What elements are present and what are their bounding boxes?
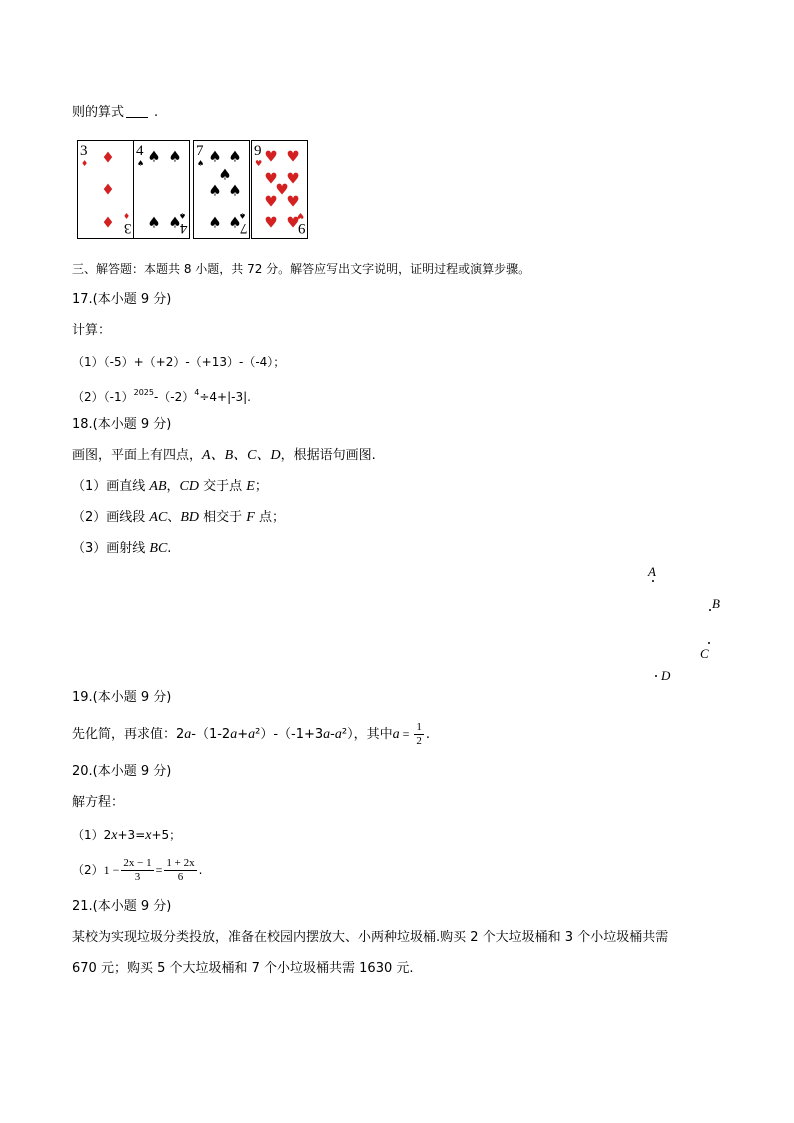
q18-item2-c: 、 bbox=[167, 510, 181, 525]
q19-text: -（1-2 bbox=[191, 727, 231, 742]
card-rank: 7 bbox=[196, 143, 204, 159]
heart-icon: ♥ bbox=[264, 169, 278, 188]
q18-item2-g: 点； bbox=[254, 510, 285, 525]
q20-item2 bbox=[72, 855, 202, 885]
spade-icon: ♠ bbox=[137, 159, 145, 168]
diamond-icon: ♦ bbox=[101, 180, 115, 199]
q18-item2-e: 相交于 bbox=[198, 510, 247, 525]
fraction-numerator: 1 + 2x bbox=[166, 857, 195, 869]
q18-item1-a: （1）画直线 bbox=[72, 479, 150, 494]
point-d[interactable] bbox=[655, 675, 657, 677]
equals-sign: = bbox=[399, 727, 413, 741]
q17-item1 bbox=[72, 353, 285, 371]
q21-line2 bbox=[72, 960, 414, 978]
q21-line2-text: 670 元；购买 5 个大垃圾桶和 7 个小垃圾桶共需 1630 元. bbox=[72, 961, 414, 976]
top-line-tail: . bbox=[154, 105, 159, 120]
heart-icon: ♥ bbox=[286, 147, 300, 166]
q19-text: + bbox=[237, 727, 249, 742]
point-c[interactable] bbox=[708, 642, 710, 644]
point-a-label: A bbox=[648, 564, 656, 579]
fraction-left bbox=[121, 857, 153, 884]
q18-intro bbox=[72, 447, 376, 465]
variable-a: a bbox=[392, 727, 400, 742]
heart-icon: ♥ bbox=[264, 147, 278, 166]
q19-text: 先化简，再求值：2 bbox=[72, 727, 185, 742]
q18-intro-a: 画图，平面上有四点， bbox=[72, 448, 203, 463]
q19-body bbox=[72, 721, 430, 748]
exponent: 4 bbox=[194, 388, 200, 397]
q18-intro-b: ，根据语句画图. bbox=[280, 448, 376, 463]
card-rank: 3 bbox=[80, 143, 88, 159]
heart-icon: ♥ bbox=[286, 213, 300, 232]
q17-item2-prefix: （2）（-1） bbox=[72, 390, 134, 404]
heart-icon: ♥ bbox=[264, 192, 278, 211]
variable-a: a bbox=[323, 727, 331, 742]
q18-intro-points: A、B、C、D bbox=[202, 448, 281, 463]
diamond-icon: ♦ bbox=[101, 148, 115, 167]
q17-intro-text: 计算： bbox=[72, 323, 112, 338]
variable-a: a bbox=[334, 727, 342, 742]
variable-x: x bbox=[111, 828, 118, 843]
line-label: AB bbox=[149, 479, 167, 494]
playing-cards-figure bbox=[77, 140, 310, 241]
card-rank-inverted: 7 bbox=[239, 220, 247, 236]
q17-header-text: 17.(本小题 9 分) bbox=[72, 292, 172, 307]
q20-item1 bbox=[72, 826, 181, 845]
variable-x: x bbox=[145, 828, 152, 843]
fraction-numerator: 2x − 1 bbox=[123, 857, 152, 869]
point-d-label: D bbox=[661, 668, 671, 683]
exponent: 2025 bbox=[133, 388, 154, 397]
section-heading-text: 三、解答题：本题共 8 小题，共 72 分。解答应写出文字说明，证明过程或演算步骤。 bbox=[72, 262, 531, 276]
diamond-icon: ♦ bbox=[101, 213, 115, 232]
spade-icon: ♠ bbox=[147, 147, 161, 166]
q20-item2-end: . bbox=[198, 863, 203, 877]
card-9-hearts bbox=[251, 140, 308, 239]
point-b-label: B bbox=[712, 596, 720, 611]
section-heading bbox=[72, 260, 530, 278]
spade-icon: ♠ bbox=[228, 181, 242, 200]
q19-text: ²）-（-1+3 bbox=[255, 727, 324, 742]
card-7-spades bbox=[193, 140, 250, 239]
q21-header bbox=[72, 898, 171, 916]
q17-item2-suffix: ÷4+|-3|. bbox=[199, 390, 251, 404]
variable-a: a bbox=[184, 727, 192, 742]
spade-icon: ♠ bbox=[197, 159, 205, 168]
card-4-spades bbox=[133, 140, 190, 239]
q19-text: ²），其中 bbox=[341, 727, 393, 742]
equals-sign: = bbox=[155, 863, 163, 877]
q21-line1-text: 某校为实现垃圾分类投放，准备在校园内摆放大、小两种垃圾桶.购买 2 个大垃圾桶和 3 个小垃圾桶共需 bbox=[72, 930, 669, 945]
q20-item1-c: +5； bbox=[151, 828, 182, 842]
point-a[interactable] bbox=[652, 580, 654, 582]
card-rank: 4 bbox=[136, 143, 144, 159]
q17-header bbox=[72, 291, 171, 309]
spade-icon: ♠ bbox=[228, 147, 242, 166]
point-c-label: C bbox=[700, 646, 709, 661]
q19-end: . bbox=[425, 727, 430, 742]
answer-blank[interactable] bbox=[126, 105, 148, 118]
q20-item1-b: +3= bbox=[117, 828, 146, 842]
spade-icon: ♠ bbox=[218, 165, 232, 184]
q18-item3 bbox=[72, 540, 171, 558]
q18-item1-c: ， bbox=[166, 479, 180, 494]
q20-item2-one: 1 − bbox=[103, 863, 120, 877]
fraction-right bbox=[164, 857, 196, 884]
heart-icon: ♥ bbox=[286, 192, 300, 211]
spade-icon: ♠ bbox=[208, 213, 222, 232]
fraction-denominator: 2 bbox=[416, 735, 422, 747]
heart-icon: ♥ bbox=[275, 180, 289, 199]
card-rank-inverted: 3 bbox=[123, 220, 131, 236]
q19-header bbox=[72, 689, 171, 707]
q20-item1-a: （1）2 bbox=[72, 828, 112, 842]
q18-item2-a: （2）画线段 bbox=[72, 510, 150, 525]
top-line bbox=[72, 104, 158, 122]
segment-label: AC bbox=[149, 510, 168, 525]
q18-header-text: 18.(本小题 9 分) bbox=[72, 417, 172, 432]
card-rank-inverted: 4 bbox=[179, 220, 187, 236]
q18-item3-c: . bbox=[167, 541, 172, 556]
q18-item3-a: （3）画射线 bbox=[72, 541, 150, 556]
diamond-icon: ♦ bbox=[81, 159, 89, 168]
top-line-text: 则的算式 bbox=[72, 105, 125, 120]
q20-intro-text: 解方程： bbox=[72, 795, 125, 810]
spade-icon: ♠ bbox=[208, 181, 222, 200]
q18-item1 bbox=[72, 478, 268, 496]
fraction-denominator: 3 bbox=[134, 871, 141, 883]
q17-item2 bbox=[72, 384, 251, 406]
q18-header bbox=[72, 416, 171, 434]
line-label: CD bbox=[179, 479, 199, 494]
spade-icon: ♠ bbox=[168, 147, 182, 166]
fraction-denominator: 6 bbox=[177, 871, 184, 883]
q18-item1-g: ； bbox=[254, 479, 268, 494]
q20-intro bbox=[72, 794, 124, 812]
q21-line1 bbox=[72, 929, 668, 947]
q19-header-text: 19.(本小题 9 分) bbox=[72, 690, 172, 705]
q17-intro bbox=[72, 322, 111, 340]
point-label: E bbox=[246, 479, 255, 494]
heart-icon: ♥ bbox=[255, 159, 263, 168]
q20-item2-a: （2） bbox=[72, 863, 104, 877]
fraction-numerator: 1 bbox=[416, 721, 422, 733]
spade-icon: ♠ bbox=[238, 211, 246, 220]
heart-icon: ♥ bbox=[264, 213, 278, 232]
q21-header-text: 21.(本小题 9 分) bbox=[72, 899, 172, 914]
spade-icon: ♠ bbox=[228, 213, 242, 232]
spade-icon: ♠ bbox=[168, 213, 182, 232]
heart-icon: ♥ bbox=[286, 169, 300, 188]
q17-item1-text: （1）（-5）+（+2）-（+13）-（-4）； bbox=[72, 355, 286, 369]
segment-label: BD bbox=[180, 510, 199, 525]
fraction-one-half bbox=[414, 721, 424, 748]
card-rank: 9 bbox=[254, 143, 262, 159]
card-3-diamonds bbox=[77, 140, 134, 239]
q20-header bbox=[72, 763, 171, 781]
point-b[interactable] bbox=[709, 609, 711, 611]
q17-item2-mid: -（-2） bbox=[153, 390, 195, 404]
spade-icon: ♠ bbox=[147, 213, 161, 232]
ray-label: BC bbox=[149, 541, 168, 556]
diamond-icon: ♦ bbox=[122, 211, 130, 220]
card-rank-inverted: 9 bbox=[297, 220, 305, 236]
q20-header-text: 20.(本小题 9 分) bbox=[72, 764, 172, 779]
variable-a: a bbox=[248, 727, 256, 742]
q19-text: - bbox=[330, 727, 335, 742]
spade-icon: ♠ bbox=[178, 211, 186, 220]
spade-icon: ♠ bbox=[208, 147, 222, 166]
point-label: F bbox=[246, 510, 255, 525]
q18-item2 bbox=[72, 509, 285, 527]
q18-item1-e: 交于点 bbox=[198, 479, 247, 494]
variable-a: a bbox=[230, 727, 238, 742]
heart-icon: ♥ bbox=[296, 211, 304, 220]
